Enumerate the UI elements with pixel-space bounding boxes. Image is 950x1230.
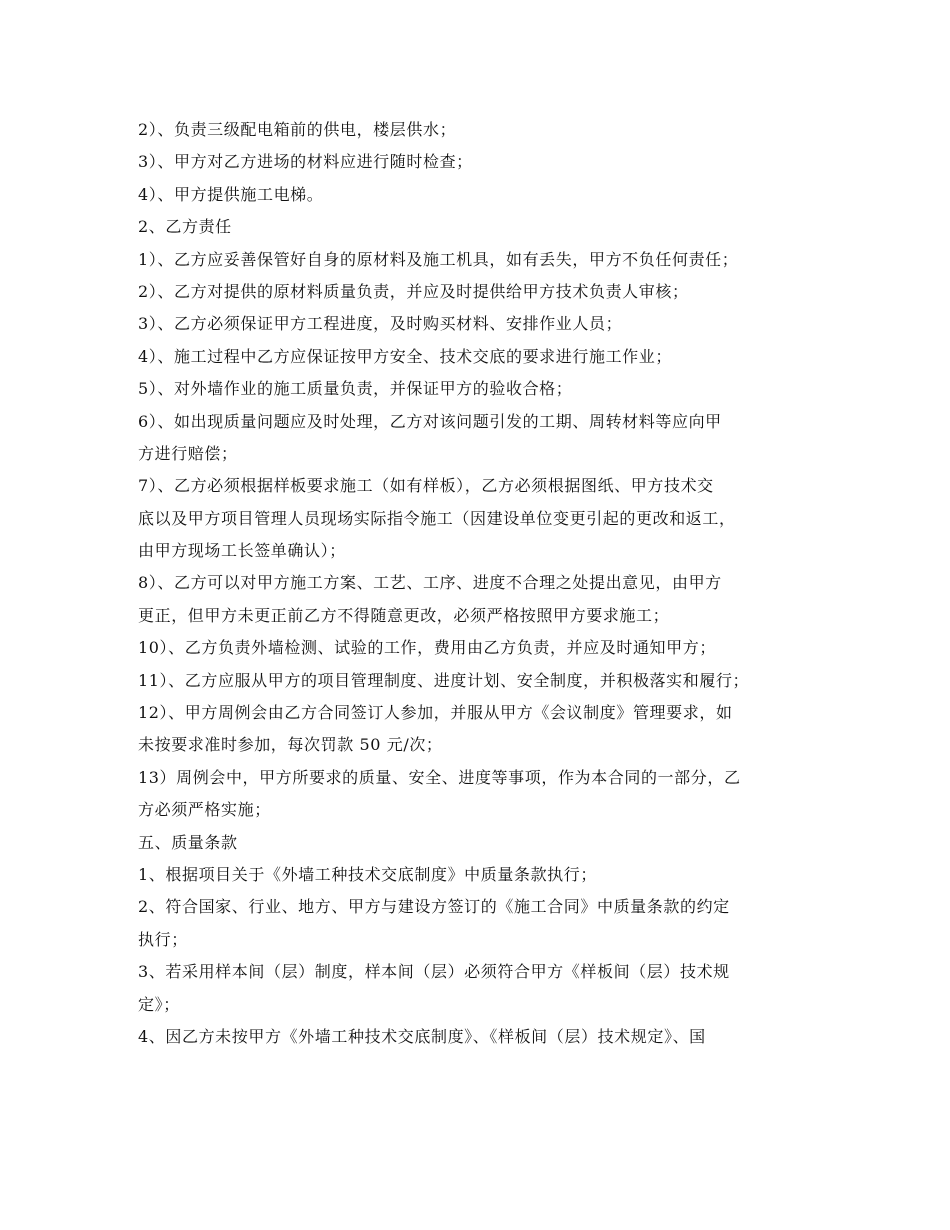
text-line: 4）、施工过程中乙方应保证按甲方安全、技术交底的要求进行施工作业； xyxy=(138,346,672,366)
text-line: 13）周例会中，甲方所要求的质量、安全、进度等事项，作为本合同的一部分，乙 xyxy=(138,767,741,787)
text-line: 更正，但甲方未更正前乙方不得随意更改，必须严格按照甲方要求施工； xyxy=(138,605,670,625)
document-body xyxy=(138,114,818,1053)
text-line: 1、根据项目关于《外墙工种技术交底制度》中质量条款执行； xyxy=(138,864,597,884)
text-line: 定》； xyxy=(138,994,180,1014)
text-line: 1）、乙方应妥善保管好自身的原材料及施工机具，如有丢失，甲方不负任何责任； xyxy=(138,249,739,269)
text-line: 10）、乙方负责外墙检测、试验的工作，费用由乙方负责，并应及时通知甲方； xyxy=(138,638,716,658)
text-line: 4）、甲方提供施工电梯。 xyxy=(138,184,324,204)
text-line: 12）、甲方周例会由乙方合同签订人参加，并服从甲方《会议制度》管理要求，如 xyxy=(138,703,733,723)
text-line: 8）、乙方可以对甲方施工方案、工艺、工序、进度不合理之处提出意见，由甲方 xyxy=(138,573,722,593)
text-line: 方进行赔偿； xyxy=(138,443,238,463)
text-line: 未按要求准时参加，每次罚款 50 元/次； xyxy=(138,735,443,755)
text-line: 由甲方现场工长签单确认）； xyxy=(138,541,346,561)
text-line: 6）、如出现质量问题应及时处理，乙方对该问题引发的工期、周转材料等应向甲 xyxy=(138,411,722,431)
section-heading: 五、质量条款 xyxy=(138,832,238,852)
text-line: 2）、乙方对提供的原材料质量负责，并应及时提供给甲方技术负责人审核； xyxy=(138,281,689,301)
text-line: 3）、乙方必须保证甲方工程进度，及时购买材料、安排作业人员； xyxy=(138,314,623,334)
text-line: 执行； xyxy=(138,929,188,949)
text-line: 7）、乙方必须根据样板要求施工（如有样板），乙方必须根据图纸、甲方技术交 xyxy=(138,476,714,496)
text-line: 2）、负责三级配电箱前的供电，楼层供水； xyxy=(138,120,457,139)
text-line: 3）、甲方对乙方进场的材料应进行随时检查； xyxy=(138,152,473,172)
text-line: 2、符合国家、行业、地方、甲方与建设方签订的《施工合同》中质量条款的约定 xyxy=(138,897,730,917)
text-line: 5）、对外墙作业的施工质量负责，并保证甲方的验收合格； xyxy=(138,379,573,399)
text-line: 11）、乙方应服从甲方的项目管理制度、进度计划、安全制度，并积极落实和履行； xyxy=(138,670,750,690)
text-line: 3、若采用样本间（层）制度，样本间（层）必须符合甲方《样板间（层）技术规 xyxy=(138,962,730,982)
text-line: 4、因乙方未按甲方《外墙工种技术交底制度》、《样板间（层）技术规定》、国 xyxy=(138,1026,706,1046)
text-line: 方必须严格实施； xyxy=(138,800,271,820)
section-heading: 2、乙方责任 xyxy=(138,217,232,237)
text-line: 底以及甲方项目管理人员现场实际指令施工（因建设单位变更引起的更改和返工， xyxy=(138,508,736,528)
